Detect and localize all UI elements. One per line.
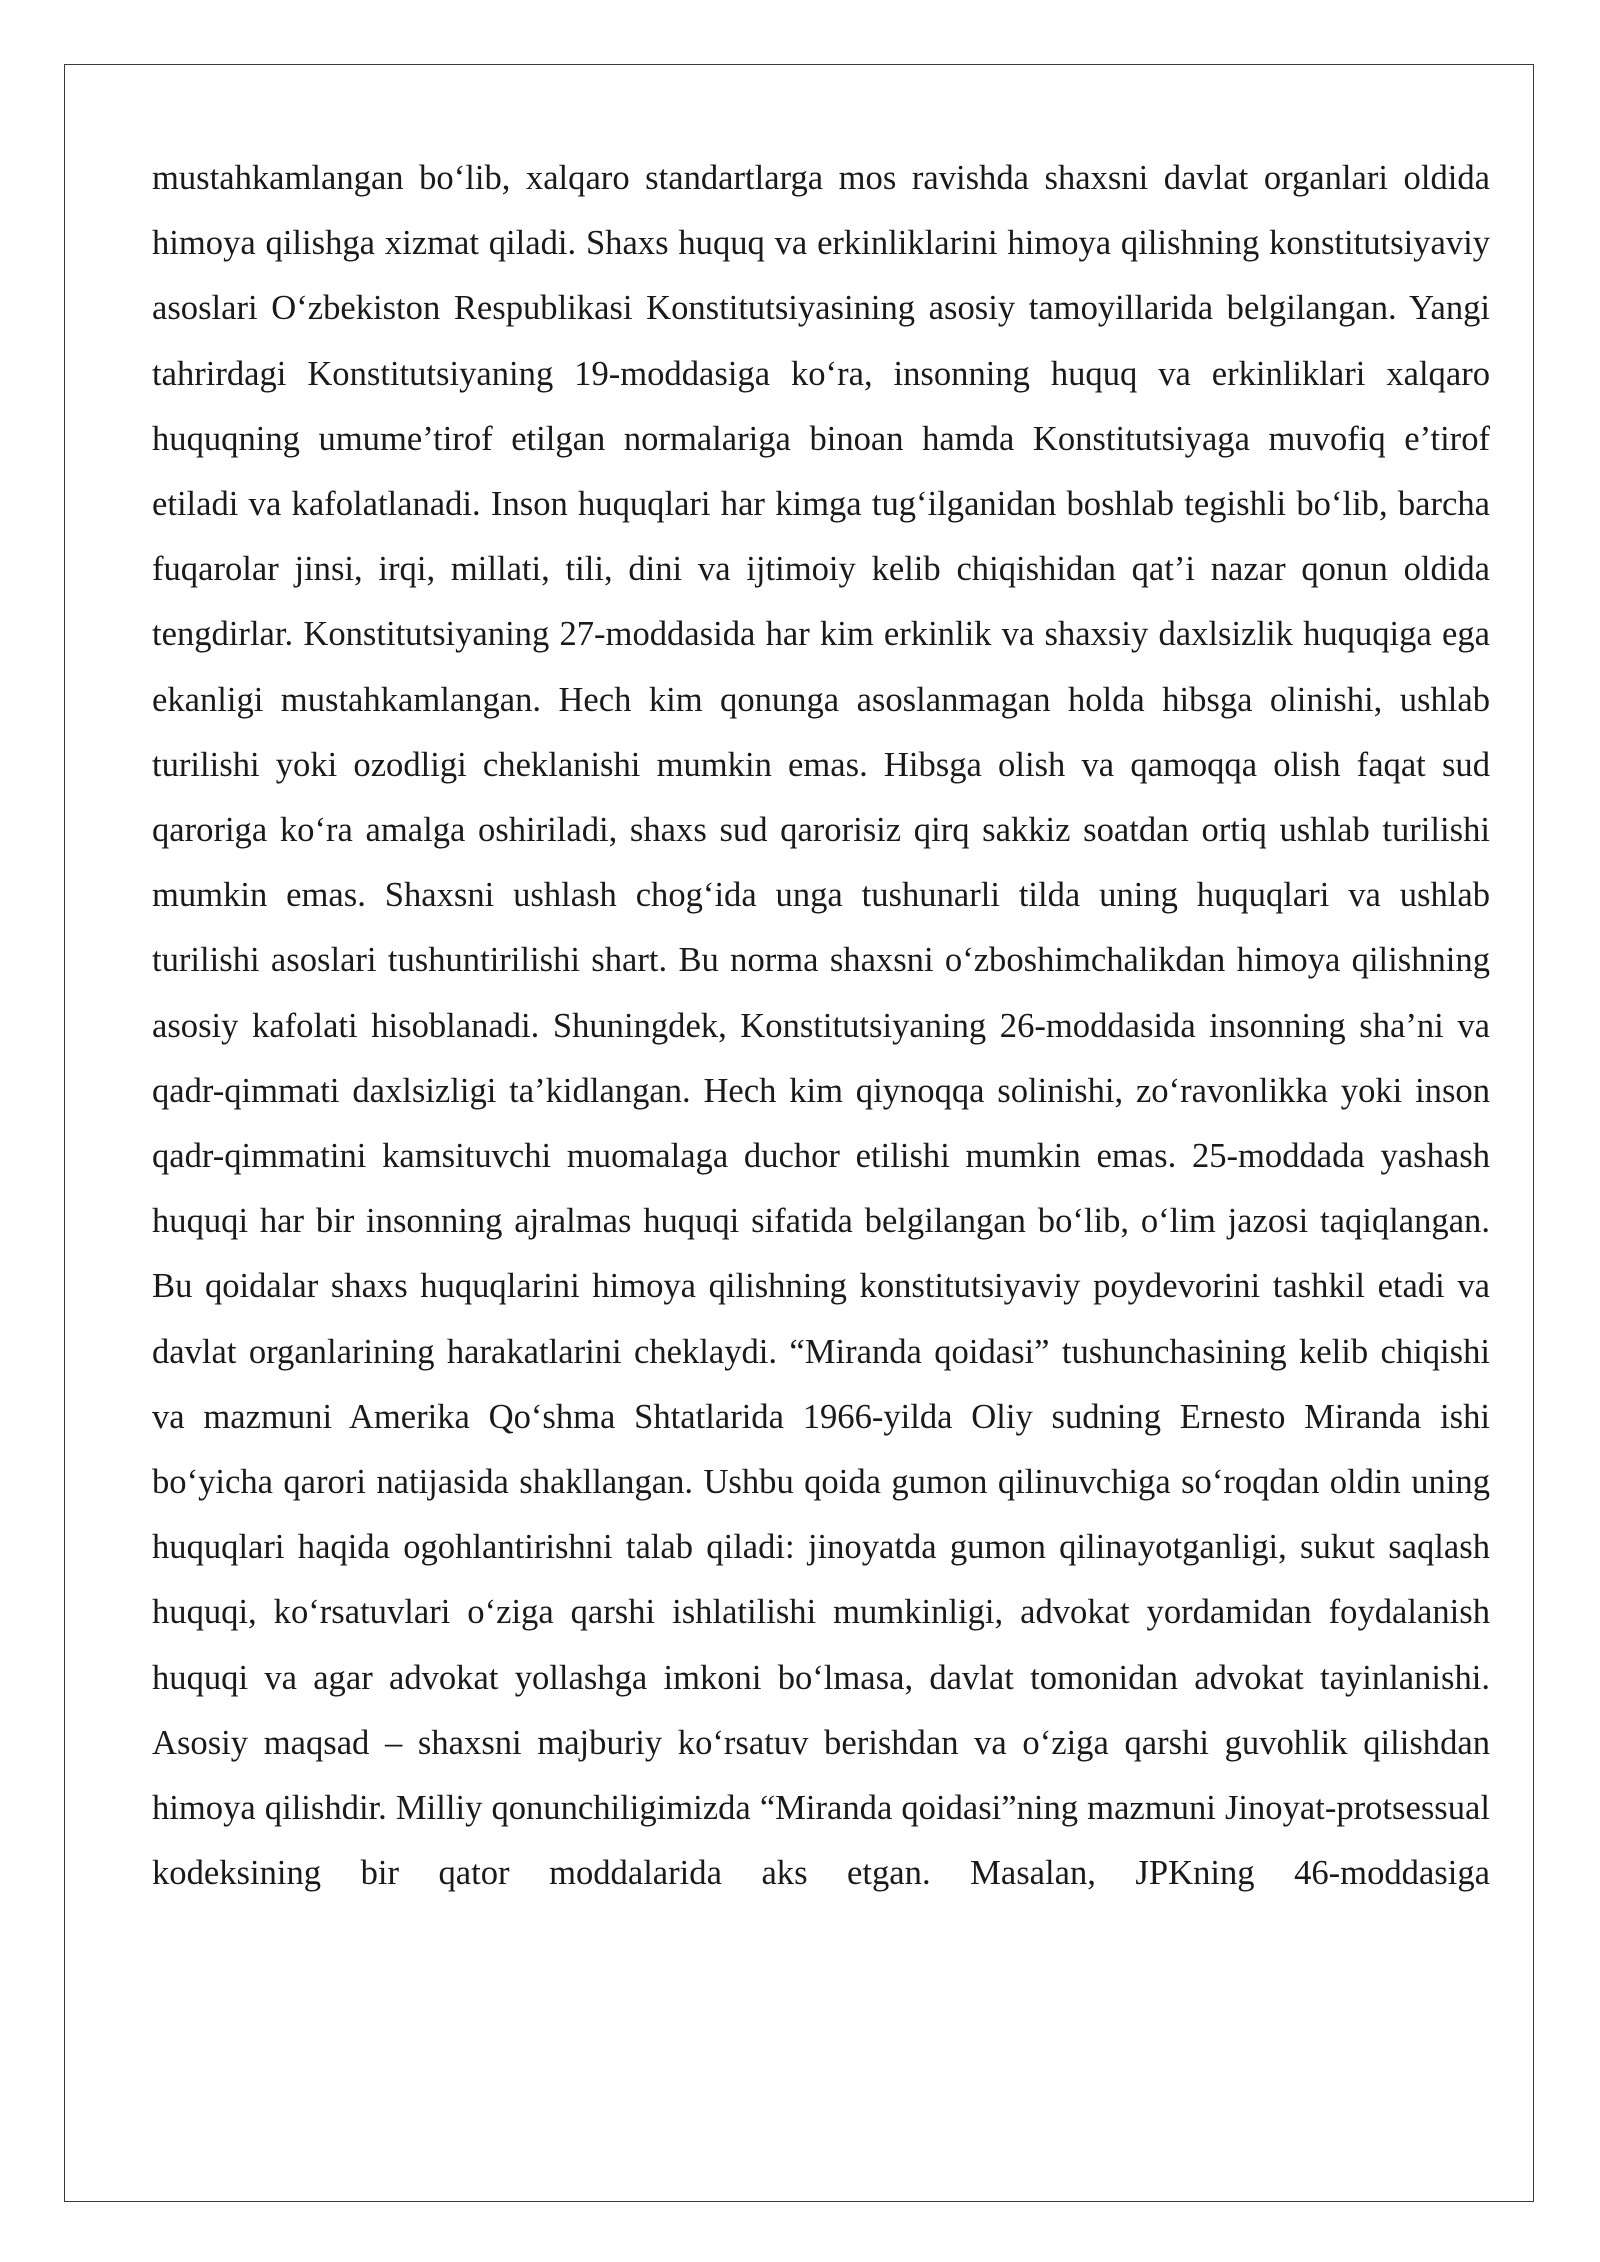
body-paragraph: mustahkamlangan bo‘lib, xalqaro standartlarga mos ravishda shaxsni davlat organlari oldida himoya qilishga xizmat qiladi. Shaxs huquq va erkinliklarini himoya qilishning konstitutsiyaviy asoslari O‘zbekiston Respublikasi Konstitutsiyasining asosiy tamoyillarida belgilangan. Yangi tahrirdagi Konstitutsiyaning 19-moddasiga ko‘ra, insonning huquq va erkinliklari xalqaro huquqning umume’tirof etilgan normalariga binoan hamda Konstitutsiyaga muvofiq e’tirof etiladi va kafolatlanadi. Inson huquqlari har kimga tug‘ilganidan boshlab tegishli bo‘lib, barcha fuqarolar jinsi, irqi, millati, tili, dini va ijtimoiy kelib chiqishidan qat’i nazar qonun oldida tengdirlar. Konstitutsiyaning 27-moddasida har kim erkinlik va shaxsiy daxlsizlik huquqiga ega ekanligi mustahkamlangan. Hech kim qonunga asoslanmagan holda hibsga olinishi, ushlab turilishi yoki ozodligi cheklanishi mumkin emas. Hibsga olish va qamoqqa olish faqat sud qaroriga ko‘ra amalga oshiriladi, shaxs sud qarorisiz qirq sakkiz soatdan ortiq ushlab turilishi mumkin emas. Shaxsni ushlash chog‘ida unga tushunarli tilda uning huquqlari va ushlab turilishi asoslari tushuntirilishi shart. Bu norma shaxsni o‘zboshimchalikdan himoya qilishning asosiy kafolati hisoblanadi. Shuningdek, Konstitutsiyaning 26-moddasida insonning sha’ni va qadr-qimmati daxlsizligi ta’kidlangan. Hech kim qiynoqqa solinishi, zo‘ravonlikka yoki inson qadr-qimmatini kamsituvchi muomalaga duchor etilishi mumkin emas. 25-moddada yashash huquqi har bir insonning ajralmas huquqi sifatida belgilangan bo‘lib, o‘lim jazosi taqiqlangan. Bu qoidalar shaxs huquqlarini himoya qilishning konstitutsiyaviy poydevorini tashkil etadi va davlat organlarining harakatlarini cheklaydi. “Miranda qoidasi” tushunchasining kelib chiqishi va mazmuni Amerika Qo‘shma Shtatlarida 1966-yilda Oliy sudning Ernesto Miranda ishi bo‘yicha qarori natijasida shakllangan. Ushbu qoida gumon qilinuvchiga so‘roqdan oldin uning huquqlari haqida ogohlantirishni talab qiladi: jinoyatda gumon qilinayotganligi, sukut saqlash huquqi, ko‘rsatuvlari o‘ziga qarshi ishlatilishi mumkinligi, advokat yordamidan foydalanish huquqi va agar advokat yollashga imkoni bo‘lmasa, davlat tomonidan advokat tayinlanishi. Asosiy maqsad – shaxsni majburiy ko‘rsatuv berishdan va o‘ziga qarshi guvohlik qilishdan himoya qilishdir. Milliy qonunchiligimizda “Miranda qoidasi”ning mazmuni Jinoyat-protsessual kodeksining bir qator moddalarida aks etgan. Masalan, JPKning 46-moddasiga (152, 159, 1490, 1893)
